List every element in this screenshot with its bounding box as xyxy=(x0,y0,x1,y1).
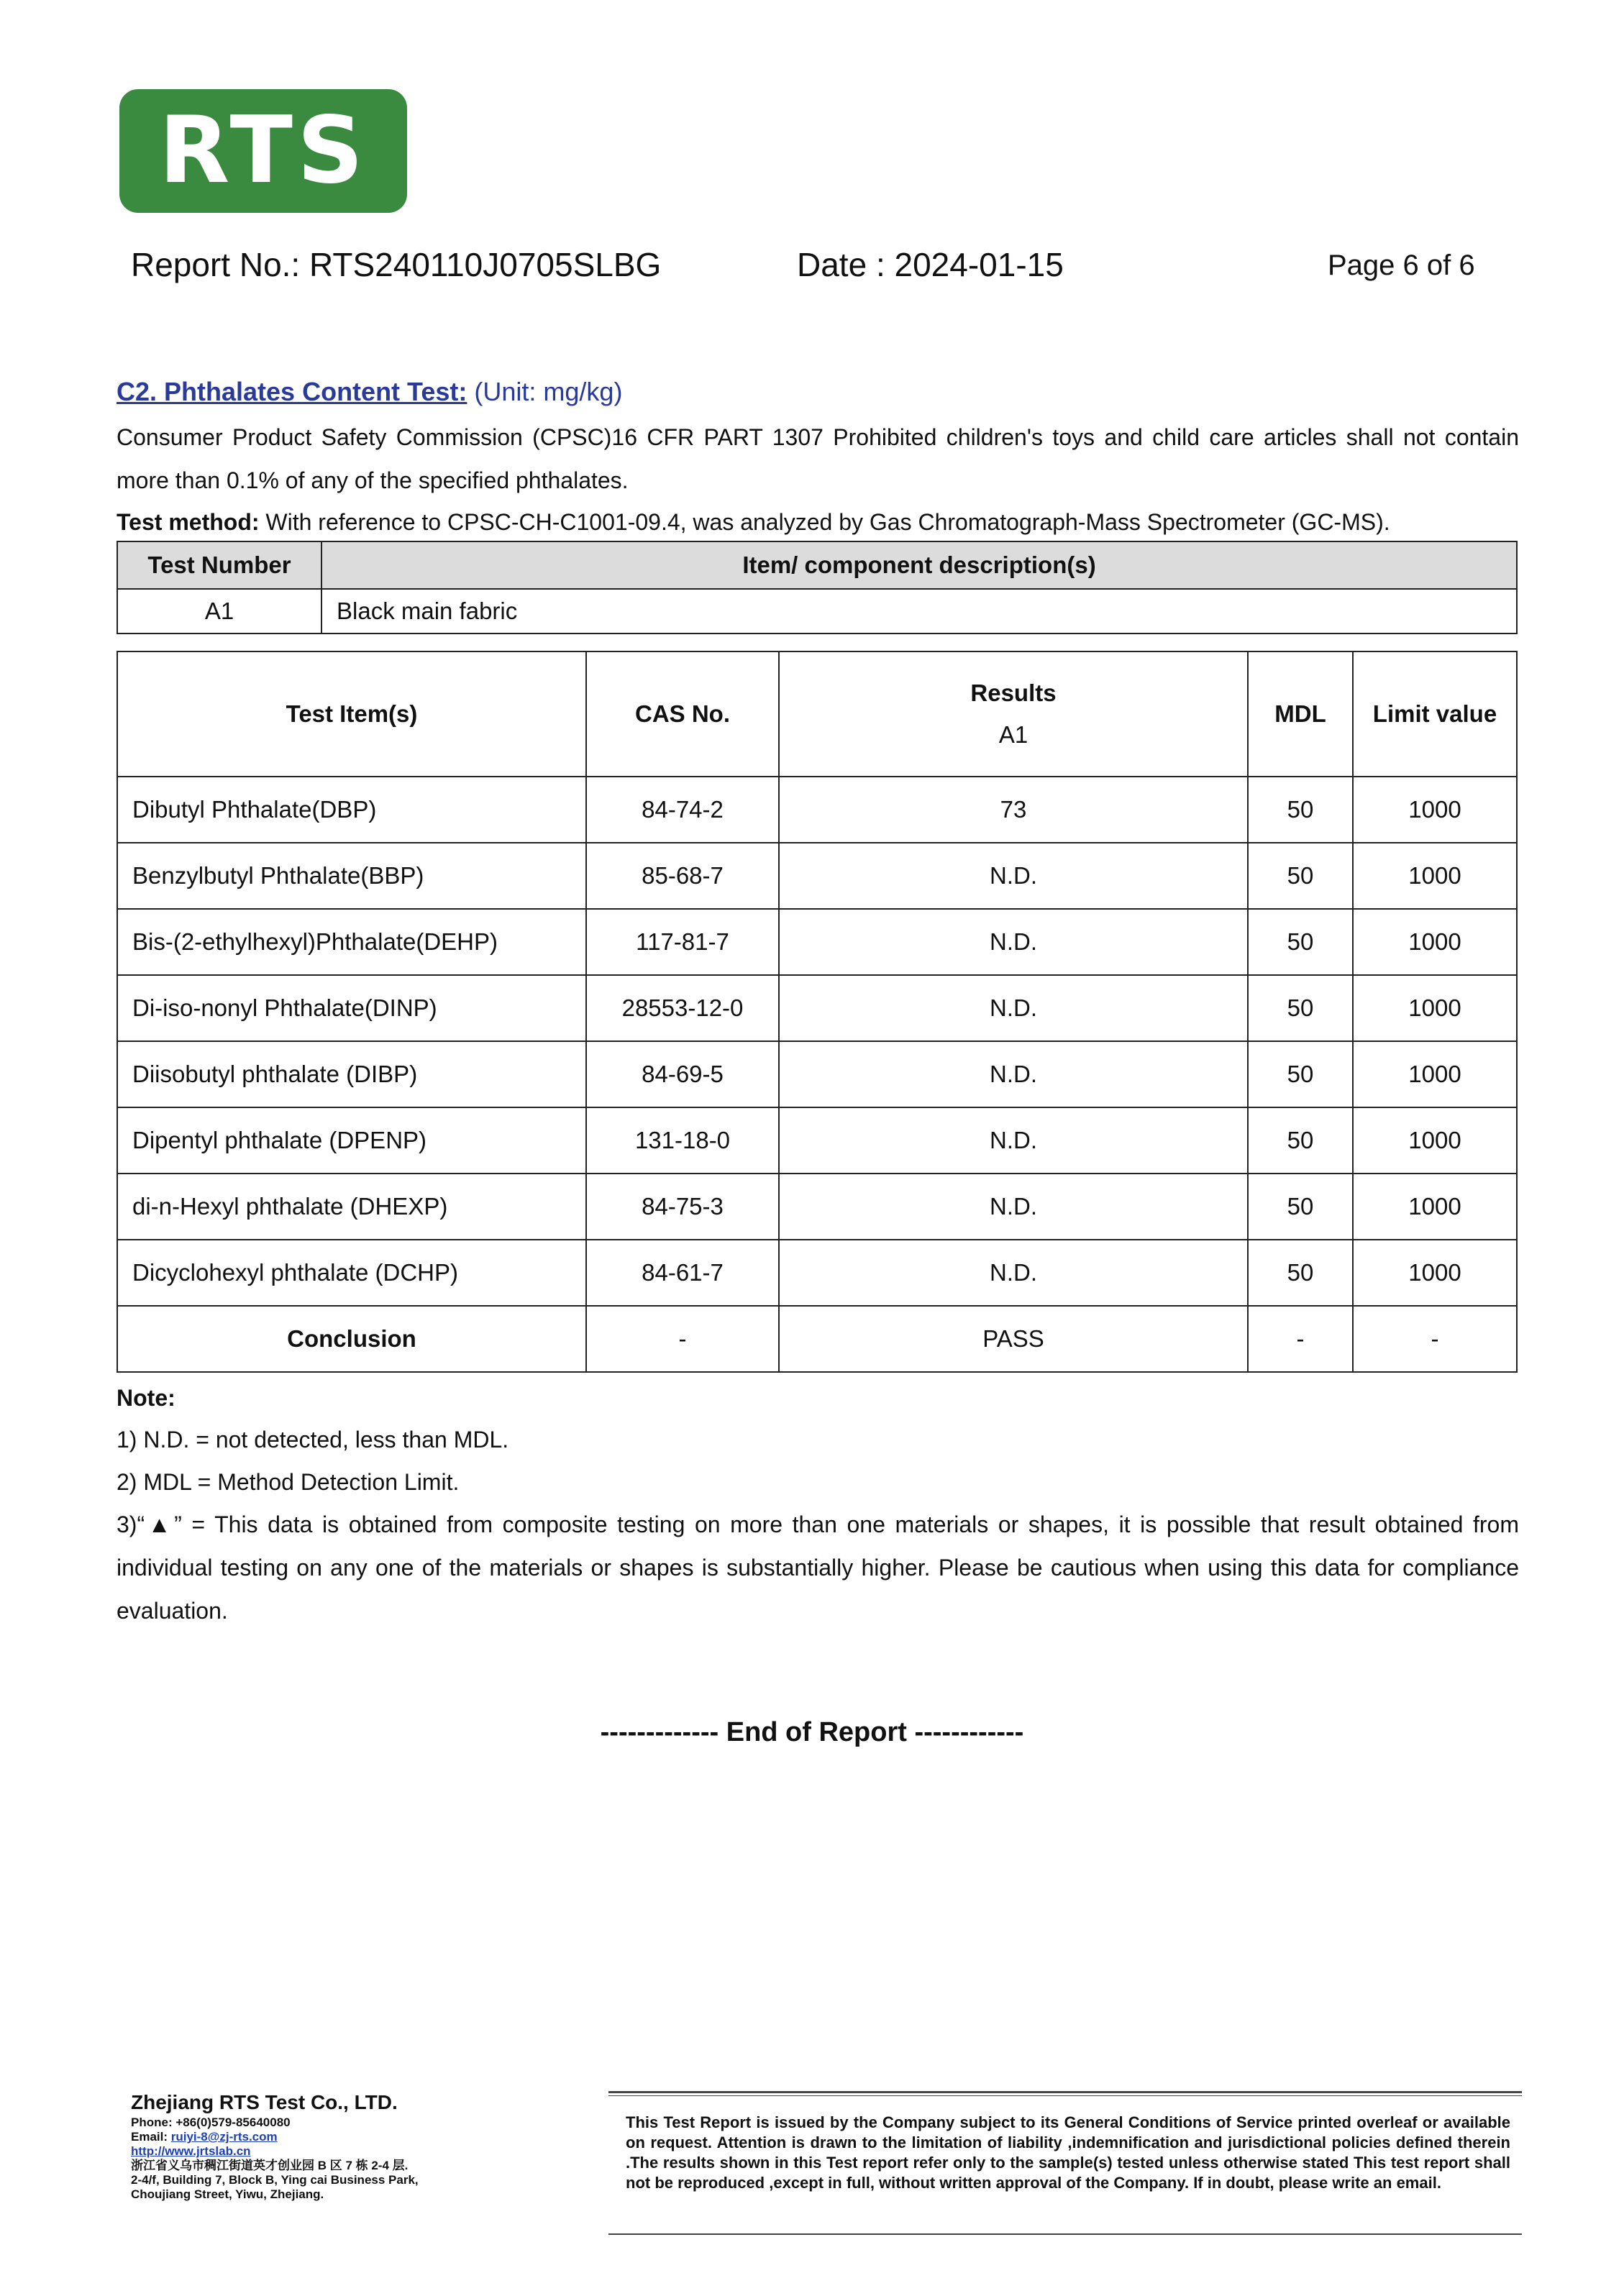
conclusion-limit: - xyxy=(1353,1306,1517,1372)
test-method xyxy=(117,500,1519,544)
footer-bottom-rule xyxy=(608,2233,1522,2235)
header-results-label: Results xyxy=(970,680,1057,706)
result-test-item: Dibutyl Phthalate(DBP) xyxy=(117,777,586,843)
section-unit: (Unit: mg/kg) xyxy=(467,377,623,406)
page-number: Page 6 of 6 xyxy=(1328,250,1475,281)
result-cas-no: 84-75-3 xyxy=(586,1174,779,1240)
result-cas-no: 84-69-5 xyxy=(586,1041,779,1107)
result-value: N.D. xyxy=(779,975,1248,1041)
result-limit: 1000 xyxy=(1353,1240,1517,1306)
result-limit: 1000 xyxy=(1353,777,1517,843)
result-row xyxy=(117,975,1517,1041)
result-row xyxy=(117,1041,1517,1107)
sample-table-header xyxy=(117,541,1517,589)
result-test-item: Diisobutyl phthalate (DIBP) xyxy=(117,1041,586,1107)
logo-text: RTS xyxy=(130,99,396,203)
section-title-text: C2. Phthalates Content Test: xyxy=(117,377,467,406)
result-cas-no: 28553-12-0 xyxy=(586,975,779,1041)
website-link[interactable]: http://www.jrtslab.cn xyxy=(131,2144,251,2158)
result-mdl: 50 xyxy=(1248,843,1353,909)
report-number: Report No.: RTS240110J0705SLBG xyxy=(131,246,662,283)
result-mdl: 50 xyxy=(1248,1240,1353,1306)
result-limit: 1000 xyxy=(1353,1174,1517,1240)
result-value: N.D. xyxy=(779,843,1248,909)
sample-description: Black main fabric xyxy=(321,589,1517,634)
report-date: Date : 2024-01-15 xyxy=(797,246,1064,283)
conclusion-cas: - xyxy=(586,1306,779,1372)
sample-table-row xyxy=(117,589,1517,634)
header-mdl: MDL xyxy=(1248,651,1353,777)
result-limit: 1000 xyxy=(1353,843,1517,909)
sample-number: A1 xyxy=(117,589,321,634)
result-test-item: Bis-(2-ethylhexyl)Phthalate(DEHP) xyxy=(117,909,586,975)
company-info xyxy=(131,2090,462,2202)
company-logo xyxy=(119,89,407,213)
header-test-item: Test Item(s) xyxy=(117,651,586,777)
conclusion-row xyxy=(117,1306,1517,1372)
note-item: 1) N.D. = not detected, less than MDL. xyxy=(117,1427,509,1453)
result-value: N.D. xyxy=(779,1107,1248,1174)
result-test-item: Dicyclohexyl phthalate (DCHP) xyxy=(117,1240,586,1306)
sample-header-number: Test Number xyxy=(117,541,321,589)
conclusion-label: Conclusion xyxy=(117,1306,586,1372)
test-method-text: With reference to CPSC-CH-C1001-09.4, was analyzed by Gas Chromatograph-Mass Spectrometer (GC-MS). xyxy=(259,509,1390,535)
result-test-item: di-n-Hexyl phthalate (DHEXP) xyxy=(117,1174,586,1240)
result-value: 73 xyxy=(779,777,1248,843)
result-cas-no: 84-74-2 xyxy=(586,777,779,843)
test-method-label: Test method: xyxy=(117,509,260,535)
email-link[interactable]: ruiyi-8@zj-rts.com xyxy=(170,2130,278,2144)
note-title: Note: xyxy=(117,1385,175,1411)
result-mdl: 50 xyxy=(1248,1174,1353,1240)
result-row xyxy=(117,1240,1517,1306)
result-mdl: 50 xyxy=(1248,1107,1353,1174)
result-cas-no: 117-81-7 xyxy=(586,909,779,975)
result-row xyxy=(117,1107,1517,1174)
header-cas-no: CAS No. xyxy=(586,651,779,777)
result-mdl: 50 xyxy=(1248,777,1353,843)
result-cas-no: 85-68-7 xyxy=(586,843,779,909)
result-value: N.D. xyxy=(779,1041,1248,1107)
conclusion-result: PASS xyxy=(779,1306,1248,1372)
sample-table xyxy=(117,541,1518,634)
company-name: Zhejiang RTS Test Co., LTD. xyxy=(131,2091,398,2113)
disclaimer: This Test Report is issued by the Company subject to its General Conditions of Service printed overleaf or available on request. Attention is drawn to the limitation of liability ,indemnification and jurisdictional policies defined therein .The results shown in this Test report refer only to the sample(s) tested unless otherwise stated This test report shall not be reproduced ,except in full, without written approval of the Company. If in doubt, please write an email. xyxy=(626,2113,1510,2192)
company-phone: Phone: +86(0)579-85640080 xyxy=(131,2116,291,2129)
note-item: 2) MDL = Method Detection Limit. xyxy=(117,1469,460,1495)
footer-top-rule-thin xyxy=(608,2095,1522,2096)
result-value: N.D. xyxy=(779,1240,1248,1306)
result-cas-no: 131-18-0 xyxy=(586,1107,779,1174)
section-title xyxy=(117,374,622,410)
header-results-sample: A1 xyxy=(998,721,1028,748)
end-of-report: ------------- End of Report ------------ xyxy=(600,1717,1024,1747)
result-mdl: 50 xyxy=(1248,1041,1353,1107)
results-table xyxy=(117,651,1518,1373)
header-results xyxy=(779,651,1248,777)
result-limit: 1000 xyxy=(1353,975,1517,1041)
result-limit: 1000 xyxy=(1353,1041,1517,1107)
result-test-item: Benzylbutyl Phthalate(BBP) xyxy=(117,843,586,909)
result-mdl: 50 xyxy=(1248,975,1353,1041)
address-chinese: 浙江省义乌市稠江街道英才创业园 B 区 7 栋 2-4 层. xyxy=(131,2159,409,2172)
sample-header-description: Item/ component description(s) xyxy=(321,541,1517,589)
results-table-header xyxy=(117,651,1517,777)
result-test-item: Di-iso-nonyl Phthalate(DINP) xyxy=(117,975,586,1041)
result-value: N.D. xyxy=(779,1174,1248,1240)
result-limit: 1000 xyxy=(1353,909,1517,975)
conclusion-mdl: - xyxy=(1248,1306,1353,1372)
result-row xyxy=(117,909,1517,975)
email-label: Email: xyxy=(131,2130,171,2144)
section-description: Consumer Product Safety Commission (CPSC)16 CFR PART 1307 Prohibited children's toys and child care articles shall not contain more than 0.1% of any of the specified phthalates. xyxy=(117,424,1519,493)
result-test-item: Dipentyl phthalate (DPENP) xyxy=(117,1107,586,1174)
result-row xyxy=(117,777,1517,843)
result-limit: 1000 xyxy=(1353,1107,1517,1174)
result-row xyxy=(117,1174,1517,1240)
footer-top-rule xyxy=(608,2091,1522,2093)
results-body xyxy=(117,777,1517,1306)
result-row xyxy=(117,843,1517,909)
address-line-1: 2-4/f, Building 7, Block B, Ying cai Business Park, xyxy=(131,2173,419,2187)
result-cas-no: 84-61-7 xyxy=(586,1240,779,1306)
address-line-2: Choujiang Street, Yiwu, Zhejiang. xyxy=(131,2187,324,2201)
result-mdl: 50 xyxy=(1248,909,1353,975)
note-item: 3)“▲” = This data is obtained from composite testing on more than one materials or shapes, it is possible that result obtained from individual testing on any one of the materials or shapes is substantially higher. Please be cautious when using this data for compliance evaluation. xyxy=(117,1511,1519,1624)
result-value: N.D. xyxy=(779,909,1248,975)
header-limit-value: Limit value xyxy=(1353,651,1517,777)
company-email xyxy=(131,2130,462,2144)
